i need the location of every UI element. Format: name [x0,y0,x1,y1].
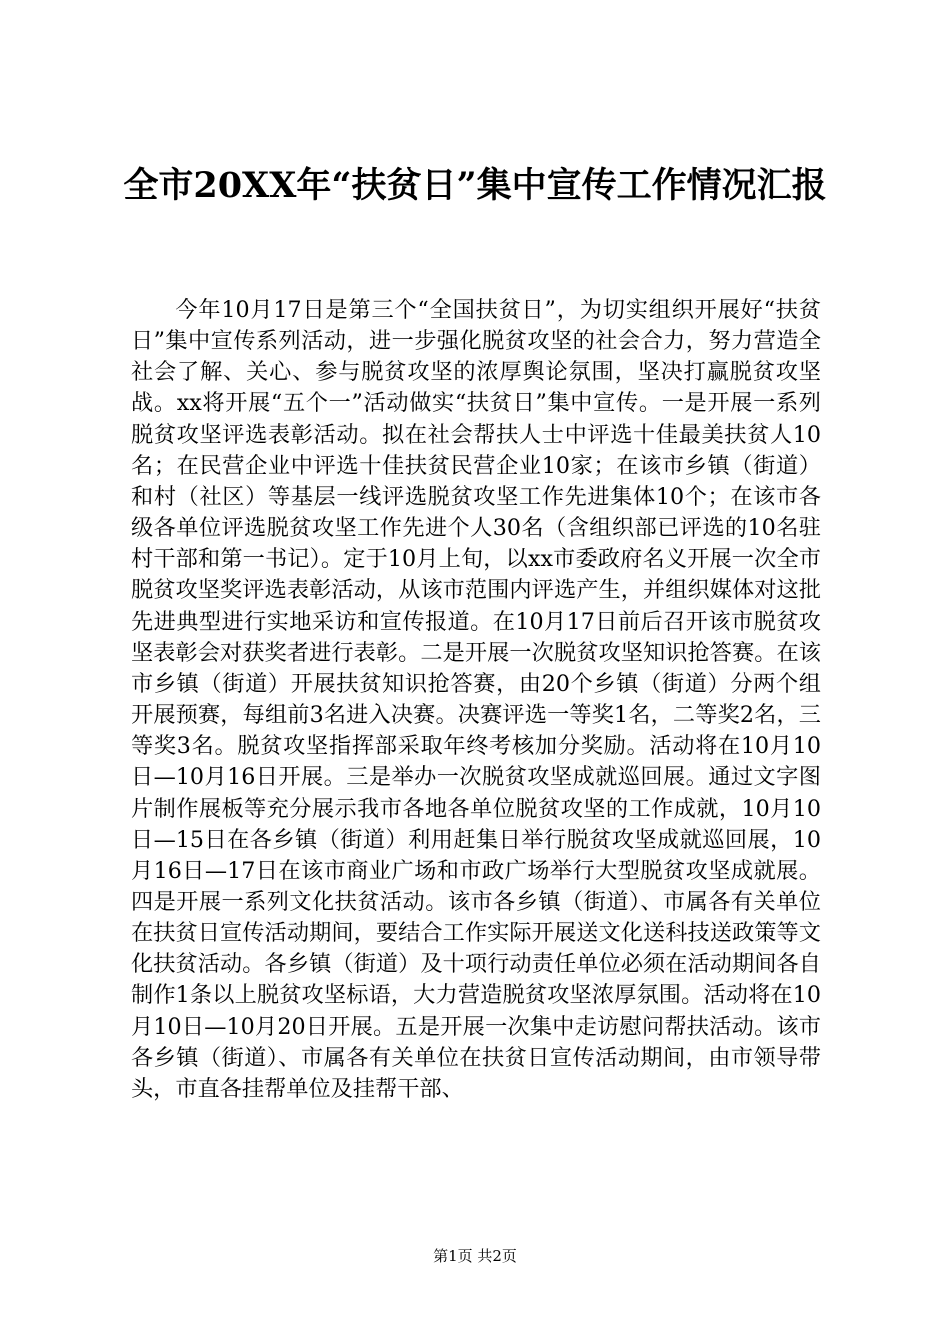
page-number: 第1页 共2页 [433,1247,517,1265]
body-paragraph: 今年10月17日是第三个“全国扶贫日”，为切实组织开展好“扶贫日”集中宣传系列活动，进一步强化脱贫攻坚的社会合力，努力营造全社会了解、关心、参与脱贫攻坚的浓厚舆论氛围，坚决打赢脱贫攻坚战。xx将开展“五个一”活动做实“扶贫日”集中宣传。一是开展一系列脱贫攻坚评选表彰活动。拟在社会帮扶人士中评选十佳最美扶贫人10名；在民营企业中评选十佳扶贫民营企业10家；在该市乡镇（街道）和村（社区）等基层一线评选脱贫攻坚工作先进集体10个；在该市各级各单位评选脱贫攻坚工作先进个人30名（含组织部已评选的10名驻村干部和第一书记）。定于10月上旬，以xx市委政府名义开展一次全市脱贫攻坚奖评选表彰活动，从该市范围内评选产生，并组织媒体对这批先进典型进行实地采访和宣传报道。在10月17日前后召开该市脱贫攻坚表彰会对获奖者进行表彰。二是开展一次脱贫攻坚知识抢答赛。在该市乡镇（街道）开展扶贫知识抢答赛，由20个乡镇（街道）分两个组开展预赛，每组前3名进入决赛。决赛评选一等奖1名，二等奖2名，三等奖3名。脱贫攻坚指挥部采取年终考核加分奖励。活动将在10月10日—10月16日开展。三是举办一次脱贫攻坚成就巡回展。通过文字图片制作展板等充分展示我市各地各单位脱贫攻坚的工作成就，10月10日—15日在各乡镇（街道）利用赶集日举行脱贫攻坚成就巡回展，10月16日—17日在该市商业广场和市政广场举行大型脱贫攻坚成就展。四是开展一系列文化扶贫活动。该市各乡镇（街道）、市属各有关单位在扶贫日宣传活动期间，要结合工作实际开展送文化送科技送政策等文化扶贫活动。各乡镇（街道）及十项行动责任单位必须在活动期间各自制作1条以上脱贫攻坚标语，大力营造脱贫攻坚浓厚氛围。活动将在10月10日—10月20日开展。五是开展一次集中走访慰问帮扶活动。该市各乡镇（街道）、市属各有关单位在扶贫日宣传活动期间，由市领导带头，市直各挂帮单位及挂帮干部、 [131,297,821,1102]
document-title: 全市20XX年“扶贫日”集中宣传工作情况汇报 [123,165,827,206]
